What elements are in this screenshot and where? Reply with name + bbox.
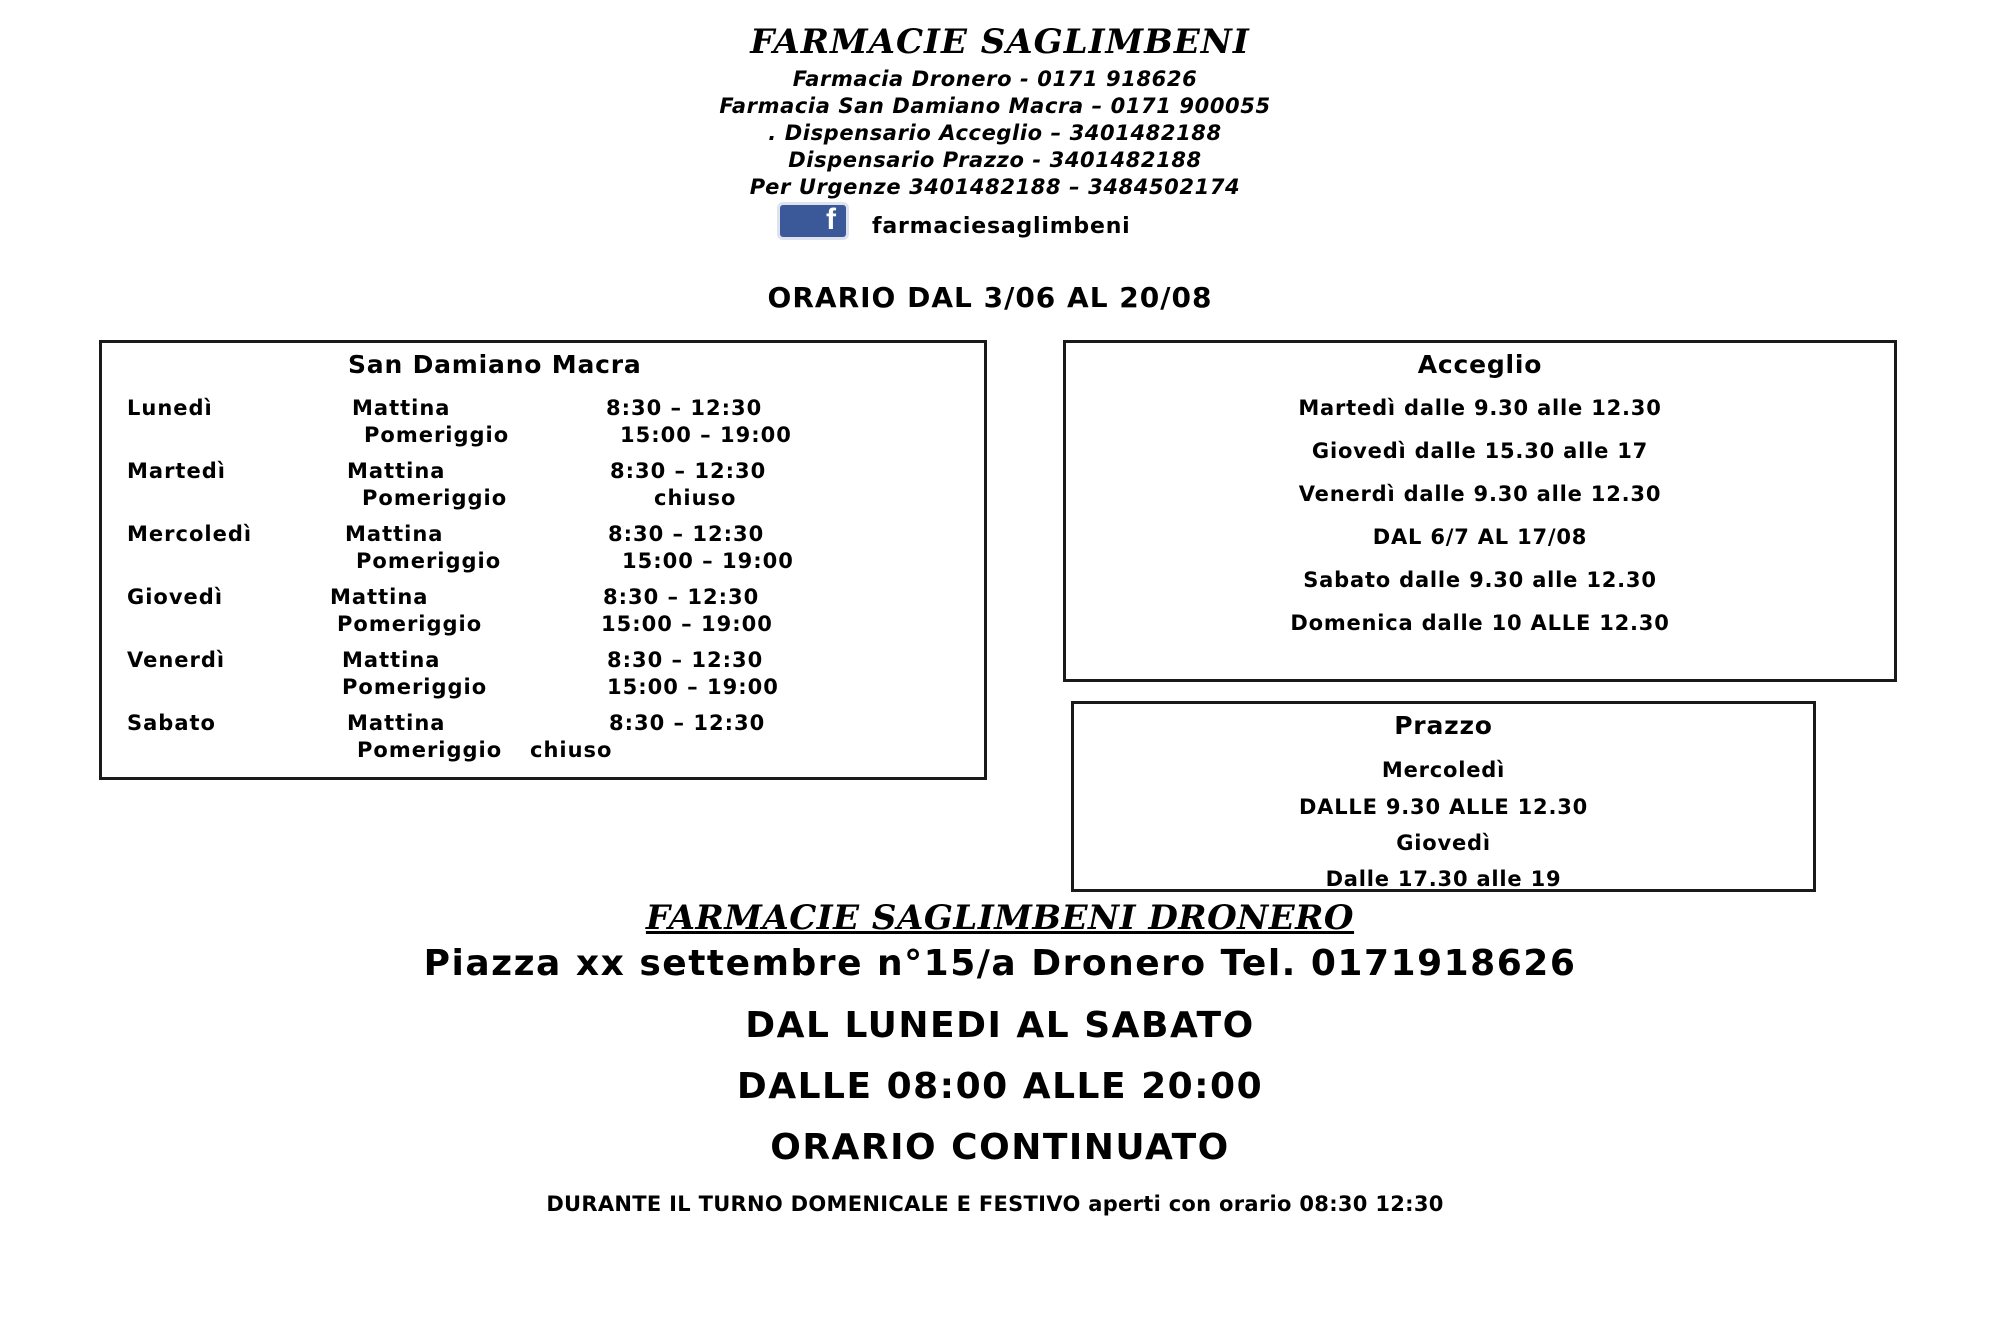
morning-hours: 8:30 – 12:30 [608,522,765,546]
acceglio-title: Acceglio [1417,350,1543,379]
acceglio-line: Sabato dalle 9.30 alle 12.30 [1303,568,1657,592]
contact-urgenze: Per Urgenze 3401482188 – 3484502174 [749,175,1241,199]
afternoon-hours: 15:00 – 19:00 [607,675,779,699]
acceglio-line: Martedì dalle 9.30 alle 12.30 [1298,396,1662,420]
acceglio-line: Venerdì dalle 9.30 alle 12.30 [1298,482,1662,506]
contact-acceglio: . Dispensario Acceglio – 3401482188 [768,121,1222,145]
morning-hours: 8:30 – 12:30 [610,459,767,483]
afternoon-label: Pomeriggio [342,675,488,699]
day-label: Giovedì [127,585,224,609]
afternoon-label: Pomeriggio [364,423,510,447]
afternoon-hours: chiuso [530,738,613,762]
morning-label: Mattina [347,711,446,735]
acceglio-line: DAL 6/7 AL 17/08 [1372,525,1588,549]
prazzo-line: Mercoledì [1381,758,1506,782]
morning-label: Mattina [345,522,444,546]
san-damiano-box [99,340,987,780]
prazzo-line: Giovedì [1396,831,1491,855]
page-title: FARMACIE SAGLIMBENI [750,22,1250,62]
day-label: Martedì [127,459,226,483]
acceglio-line: Domenica dalle 10 ALLE 12.30 [1290,611,1670,635]
dronero-continuous: ORARIO CONTINUATO [770,1127,1230,1168]
facebook-icon[interactable] [780,205,846,237]
contact-san-damiano: Farmacia San Damiano Macra – 0171 900055 [719,94,1271,118]
facebook-letter: f [826,203,836,236]
prazzo-line: Dalle 17.30 alle 19 [1325,867,1562,891]
contact-prazzo: Dispensario Prazzo - 3401482188 [788,148,1202,172]
dronero-days: DAL LUNEDI AL SABATO [745,1005,1255,1046]
day-label: Venerdì [127,648,226,672]
san-damiano-title: San Damiano Macra [348,350,642,379]
afternoon-hours: chiuso [654,486,737,510]
morning-hours: 8:30 – 12:30 [603,585,760,609]
prazzo-line: DALLE 9.30 ALLE 12.30 [1298,795,1589,819]
afternoon-hours: 15:00 – 19:00 [601,612,773,636]
dronero-title: FARMACIE SAGLIMBENI DRONERO [645,898,1355,938]
afternoon-label: Pomeriggio [357,738,503,762]
day-label: Mercoledì [127,522,253,546]
contact-dronero: Farmacia Dronero - 0171 918626 [792,67,1198,91]
acceglio-line: Giovedì dalle 15.30 alle 17 [1311,439,1649,463]
morning-label: Mattina [342,648,441,672]
afternoon-label: Pomeriggio [356,549,502,573]
dronero-address: Piazza xx settembre n°15/a Dronero Tel. 0171918626 [423,943,1577,984]
morning-hours: 8:30 – 12:30 [607,648,764,672]
afternoon-hours: 15:00 – 19:00 [620,423,792,447]
morning-hours: 8:30 – 12:30 [609,711,766,735]
morning-label: Mattina [347,459,446,483]
afternoon-hours: 15:00 – 19:00 [622,549,794,573]
afternoon-label: Pomeriggio [337,612,483,636]
afternoon-label: Pomeriggio [362,486,508,510]
footer-note: DURANTE IL TURNO DOMENICALE E FESTIVO aperti con orario 08:30 12:30 [546,1192,1444,1216]
day-label: Lunedì [127,396,213,420]
schedule-title: ORARIO DAL 3/06 AL 20/08 [767,281,1213,314]
morning-label: Mattina [330,585,429,609]
prazzo-title: Prazzo [1394,711,1493,740]
facebook-handle[interactable]: farmaciesaglimbeni [872,214,1131,239]
day-label: Sabato [127,711,216,735]
morning-label: Mattina [352,396,451,420]
morning-hours: 8:30 – 12:30 [606,396,763,420]
dronero-hours: DALLE 08:00 ALLE 20:00 [736,1066,1264,1107]
